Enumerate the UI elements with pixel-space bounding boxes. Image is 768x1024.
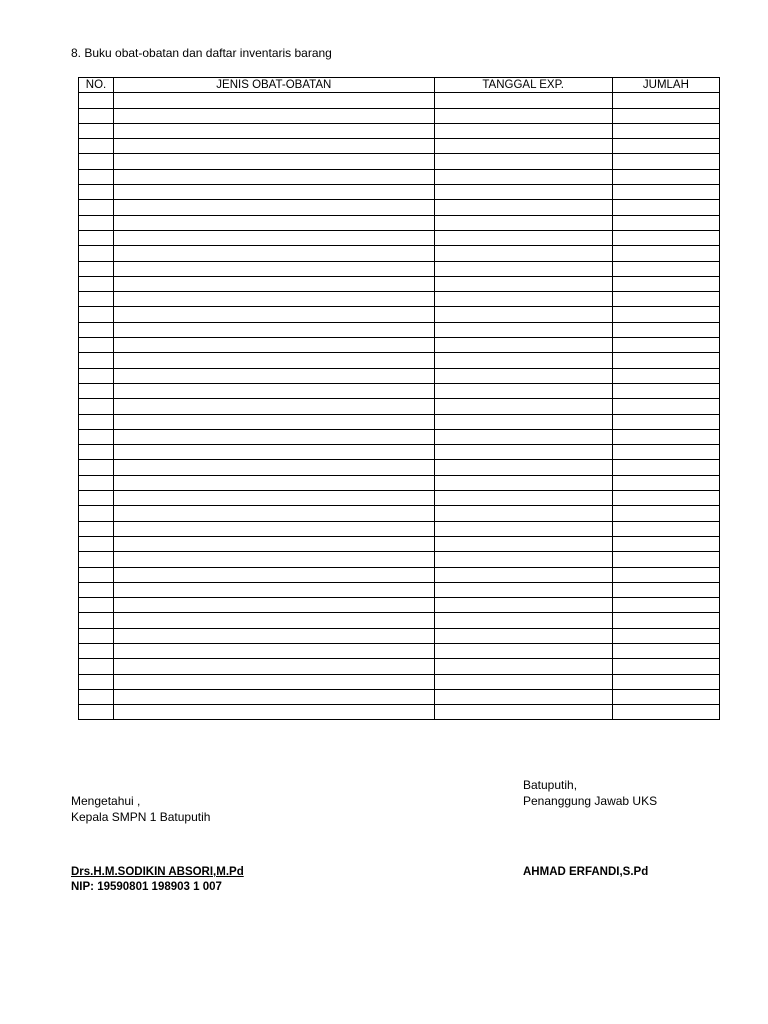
document-heading: 8. Buku obat-obatan dan daftar inventaris barang [71, 46, 332, 60]
cell-jumlah [612, 506, 719, 521]
cell-tanggal-exp [434, 383, 612, 398]
column-header-jumlah: JUMLAH [612, 78, 719, 93]
cell-jenis-obat [114, 491, 435, 506]
cell-jumlah [612, 93, 719, 108]
cell-no [79, 613, 114, 628]
table-row [79, 185, 720, 200]
cell-jenis-obat [114, 521, 435, 536]
cell-jenis-obat [114, 169, 435, 184]
cell-jenis-obat [114, 108, 435, 123]
cell-jumlah [612, 552, 719, 567]
cell-jumlah [612, 674, 719, 689]
cell-jenis-obat [114, 200, 435, 215]
cell-jumlah [612, 429, 719, 444]
cell-tanggal-exp [434, 429, 612, 444]
cell-tanggal-exp [434, 582, 612, 597]
cell-no [79, 491, 114, 506]
cell-jumlah [612, 536, 719, 551]
cell-jumlah [612, 689, 719, 704]
cell-tanggal-exp [434, 338, 612, 353]
cell-no [79, 246, 114, 261]
table-row [79, 567, 720, 582]
cell-no [79, 399, 114, 414]
cell-jenis-obat [114, 383, 435, 398]
cell-tanggal-exp [434, 674, 612, 689]
table-row [79, 628, 720, 643]
cell-no [79, 353, 114, 368]
cell-jumlah [612, 383, 719, 398]
cell-jenis-obat [114, 674, 435, 689]
table-row [79, 445, 720, 460]
cell-tanggal-exp [434, 123, 612, 138]
cell-no [79, 338, 114, 353]
cell-jenis-obat [114, 123, 435, 138]
cell-no [79, 185, 114, 200]
table-row [79, 552, 720, 567]
table-row [79, 491, 720, 506]
cell-jumlah [612, 261, 719, 276]
cell-tanggal-exp [434, 536, 612, 551]
cell-jumlah [612, 613, 719, 628]
cell-jenis-obat [114, 429, 435, 444]
cell-no [79, 598, 114, 613]
cell-tanggal-exp [434, 307, 612, 322]
cell-jumlah [612, 276, 719, 291]
cell-jumlah [612, 643, 719, 658]
table-row [79, 307, 720, 322]
cell-tanggal-exp [434, 567, 612, 582]
table-row [79, 200, 720, 215]
cell-jumlah [612, 475, 719, 490]
cell-no [79, 139, 114, 154]
cell-jenis-obat [114, 598, 435, 613]
cell-no [79, 445, 114, 460]
cell-jumlah [612, 659, 719, 674]
cell-jumlah [612, 246, 719, 261]
cell-jenis-obat [114, 506, 435, 521]
cell-jumlah [612, 705, 719, 720]
signature-name-left [71, 865, 244, 895]
cell-jenis-obat [114, 276, 435, 291]
place-label: Batuputih, [523, 778, 578, 792]
uks-officer-name: AHMAD ERFANDI,S.Pd [523, 866, 649, 878]
cell-jenis-obat [114, 643, 435, 658]
cell-jumlah [612, 185, 719, 200]
cell-jumlah [612, 491, 719, 506]
cell-tanggal-exp [434, 322, 612, 337]
cell-tanggal-exp [434, 230, 612, 245]
cell-no [79, 536, 114, 551]
table-row [79, 276, 720, 291]
table-row [79, 292, 720, 307]
cell-jumlah [612, 215, 719, 230]
cell-jenis-obat [114, 154, 435, 169]
cell-jenis-obat [114, 536, 435, 551]
cell-jumlah [612, 353, 719, 368]
table-row [79, 643, 720, 658]
cell-jenis-obat [114, 93, 435, 108]
column-header-no: NO. [79, 78, 114, 93]
cell-tanggal-exp [434, 93, 612, 108]
cell-jumlah [612, 322, 719, 337]
cell-tanggal-exp [434, 154, 612, 169]
table-row [79, 399, 720, 414]
cell-no [79, 215, 114, 230]
cell-no [79, 292, 114, 307]
cell-no [79, 169, 114, 184]
cell-tanggal-exp [434, 139, 612, 154]
table-row [79, 169, 720, 184]
cell-no [79, 506, 114, 521]
cell-jumlah [612, 414, 719, 429]
cell-no [79, 276, 114, 291]
cell-no [79, 552, 114, 567]
column-header-tanggal-exp: TANGGAL EXP. [434, 78, 612, 93]
cell-no [79, 567, 114, 582]
cell-jumlah [612, 292, 719, 307]
cell-tanggal-exp [434, 368, 612, 383]
cell-jumlah [612, 582, 719, 597]
cell-tanggal-exp [434, 292, 612, 307]
cell-no [79, 705, 114, 720]
cell-jenis-obat [114, 338, 435, 353]
cell-jenis-obat [114, 185, 435, 200]
cell-tanggal-exp [434, 628, 612, 643]
table-row [79, 659, 720, 674]
cell-jumlah [612, 108, 719, 123]
cell-no [79, 261, 114, 276]
cell-jenis-obat [114, 705, 435, 720]
cell-jenis-obat [114, 475, 435, 490]
cell-no [79, 689, 114, 704]
cell-no [79, 307, 114, 322]
cell-jenis-obat [114, 414, 435, 429]
cell-no [79, 154, 114, 169]
cell-no [79, 429, 114, 444]
cell-tanggal-exp [434, 169, 612, 184]
cell-tanggal-exp [434, 643, 612, 658]
principal-title: Kepala SMPN 1 Batuputih [71, 810, 211, 824]
table-row [79, 368, 720, 383]
cell-no [79, 93, 114, 108]
cell-jumlah [612, 338, 719, 353]
cell-tanggal-exp [434, 506, 612, 521]
table-row [79, 582, 720, 597]
cell-jumlah [612, 139, 719, 154]
signature-block-right [523, 777, 657, 809]
cell-tanggal-exp [434, 475, 612, 490]
cell-no [79, 628, 114, 643]
table-row [79, 414, 720, 429]
table-row [79, 154, 720, 169]
cell-jumlah [612, 154, 719, 169]
table-row [79, 506, 720, 521]
table-row [79, 261, 720, 276]
cell-tanggal-exp [434, 705, 612, 720]
table-row [79, 460, 720, 475]
cell-jenis-obat [114, 659, 435, 674]
table-row [79, 383, 720, 398]
cell-no [79, 643, 114, 658]
cell-no [79, 230, 114, 245]
table-row [79, 246, 720, 261]
cell-tanggal-exp [434, 521, 612, 536]
cell-no [79, 521, 114, 536]
cell-jumlah [612, 123, 719, 138]
cell-jumlah [612, 230, 719, 245]
cell-jenis-obat [114, 689, 435, 704]
cell-jenis-obat [114, 261, 435, 276]
table-header-row [79, 78, 720, 93]
table-row [79, 230, 720, 245]
cell-tanggal-exp [434, 689, 612, 704]
cell-tanggal-exp [434, 276, 612, 291]
cell-tanggal-exp [434, 108, 612, 123]
inventory-table [78, 77, 720, 720]
table-row [79, 674, 720, 689]
cell-jenis-obat [114, 582, 435, 597]
acknowledged-label: Mengetahui , [71, 794, 141, 808]
cell-tanggal-exp [434, 353, 612, 368]
cell-tanggal-exp [434, 200, 612, 215]
cell-tanggal-exp [434, 552, 612, 567]
cell-tanggal-exp [434, 613, 612, 628]
cell-tanggal-exp [434, 215, 612, 230]
principal-nip: NIP: 19590801 198903 1 007 [71, 881, 222, 893]
cell-tanggal-exp [434, 491, 612, 506]
table-row [79, 215, 720, 230]
table-row [79, 93, 720, 108]
cell-no [79, 475, 114, 490]
cell-no [79, 460, 114, 475]
cell-jenis-obat [114, 399, 435, 414]
cell-no [79, 200, 114, 215]
cell-no [79, 383, 114, 398]
cell-tanggal-exp [434, 246, 612, 261]
cell-jenis-obat [114, 246, 435, 261]
cell-tanggal-exp [434, 598, 612, 613]
cell-jumlah [612, 598, 719, 613]
cell-jenis-obat [114, 567, 435, 582]
cell-tanggal-exp [434, 185, 612, 200]
table-row [79, 353, 720, 368]
uks-role-title: Penanggung Jawab UKS [523, 794, 658, 808]
cell-tanggal-exp [434, 445, 612, 460]
cell-jumlah [612, 307, 719, 322]
cell-jenis-obat [114, 445, 435, 460]
cell-jumlah [612, 445, 719, 460]
cell-no [79, 582, 114, 597]
table-body [79, 93, 720, 720]
table-row [79, 429, 720, 444]
cell-jumlah [612, 567, 719, 582]
table-row [79, 536, 720, 551]
signature-name-right [523, 865, 648, 880]
table-row [79, 613, 720, 628]
cell-no [79, 123, 114, 138]
cell-jenis-obat [114, 613, 435, 628]
cell-jenis-obat [114, 215, 435, 230]
cell-jumlah [612, 368, 719, 383]
cell-jumlah [612, 628, 719, 643]
table-row [79, 598, 720, 613]
cell-no [79, 322, 114, 337]
cell-jumlah [612, 200, 719, 215]
cell-tanggal-exp [434, 399, 612, 414]
table-row [79, 689, 720, 704]
table-row [79, 123, 720, 138]
table-row [79, 338, 720, 353]
table-row [79, 322, 720, 337]
cell-tanggal-exp [434, 414, 612, 429]
cell-tanggal-exp [434, 659, 612, 674]
cell-no [79, 674, 114, 689]
cell-no [79, 659, 114, 674]
signature-block-left [71, 793, 210, 825]
cell-jumlah [612, 521, 719, 536]
cell-jenis-obat [114, 460, 435, 475]
cell-tanggal-exp [434, 460, 612, 475]
cell-jenis-obat [114, 230, 435, 245]
cell-jumlah [612, 460, 719, 475]
cell-jenis-obat [114, 628, 435, 643]
table-row [79, 139, 720, 154]
cell-jenis-obat [114, 307, 435, 322]
table-row [79, 705, 720, 720]
cell-no [79, 368, 114, 383]
cell-tanggal-exp [434, 261, 612, 276]
cell-jenis-obat [114, 139, 435, 154]
cell-jenis-obat [114, 353, 435, 368]
cell-jumlah [612, 169, 719, 184]
cell-no [79, 414, 114, 429]
table-row [79, 108, 720, 123]
cell-jenis-obat [114, 292, 435, 307]
column-header-jenis-obat: JENIS OBAT-OBATAN [114, 78, 435, 93]
cell-jenis-obat [114, 552, 435, 567]
table-row [79, 475, 720, 490]
table-row [79, 521, 720, 536]
principal-name: Drs.H.M.SODIKIN ABSORI,M.Pd [71, 866, 244, 878]
cell-no [79, 108, 114, 123]
cell-jenis-obat [114, 368, 435, 383]
cell-jenis-obat [114, 322, 435, 337]
cell-jumlah [612, 399, 719, 414]
